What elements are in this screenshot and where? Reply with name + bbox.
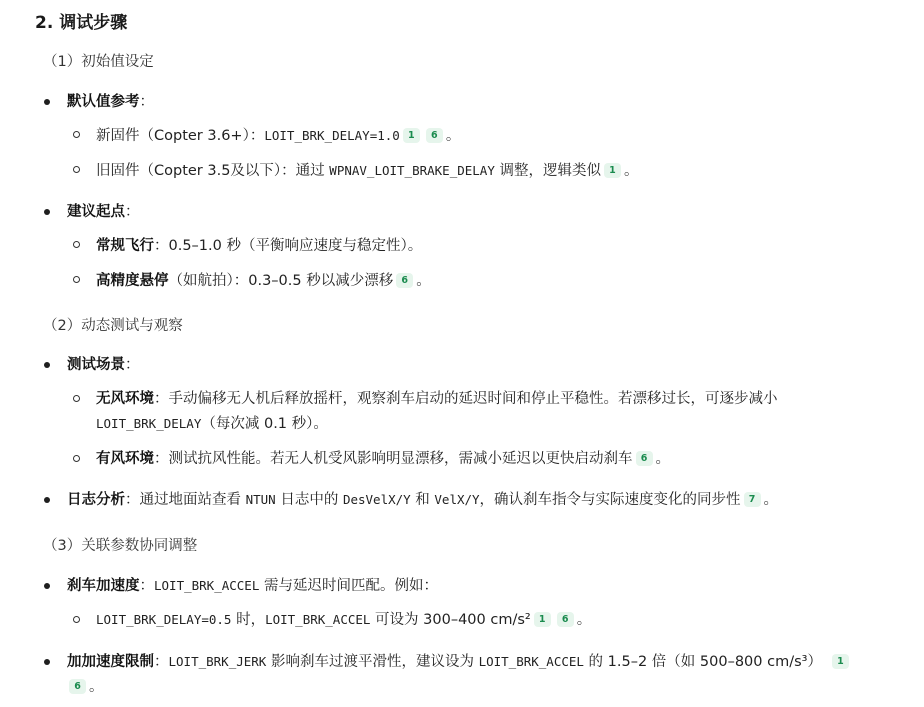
list-item-brake-accel: 刹车加速度：LOIT_BRK_ACCEL 需与延迟时间匹配。例如： [67,578,438,594]
list-item-old-firmware: 旧固件（Copter 3.5及以下）：通过 WPNAV_LOIT_BRAKE_DELAY 调整，逻辑类似 1 。 [96,163,639,179]
list-item-windy: 有风环境：测试抗风性能。若无人机受风影响明显漂移，需减小延迟以更快启动刹车 6 。 [96,451,670,467]
list-item-precise-hover: 高精度悬停（如航拍）：0.3–0.5 秒以减少漂移 6 。 [96,273,431,289]
citation-badge[interactable]: 7 [744,492,761,507]
list-item-accel-example: LOIT_BRK_DELAY=0.5 时，LOIT_BRK_ACCEL 可设为 300–400 cm/s² 1 6 。 [96,612,592,628]
sub-bullet-icon [73,166,80,173]
citation-badge[interactable]: 6 [396,273,413,288]
citation-badge[interactable]: 1 [403,128,420,143]
bullet-icon [44,583,50,589]
bullet-icon [44,99,50,105]
citation-badge[interactable]: 6 [426,128,443,143]
citation-badge[interactable]: 1 [832,654,849,669]
sub-bullet-icon [73,241,80,248]
list-item-jerk: 加加速度限制：LOIT_BRK_JERK 影响刹车过渡平滑性，建议设为 LOIT_BRK_ACCEL 的 1.5–2 倍（如 500–800 cm/s³） 1 [67,649,852,675]
citation-badge[interactable]: 1 [534,612,551,627]
bullet-icon [44,209,50,215]
list-item-normal-flight: 常规飞行：0.5–1.0 秒（平衡响应速度与稳定性）。 [96,238,423,254]
subsection-title-2: （2）动态测试与观察 [43,318,183,334]
citation-badge[interactable]: 1 [604,163,621,178]
bullet-icon [44,362,50,368]
sub-bullet-icon [73,131,80,138]
list-item-log: 日志分析：通过地面站查看 NTUN 日志中的 DesVelX/Y 和 VelX/Y，确认刹车指令与实际速度变化的同步性 7 。 [67,492,779,508]
bullet-icon [44,497,50,503]
subsection-title-1: （1）初始值设定 [43,54,154,70]
subsection-title-3: （3）关联参数协同调整 [43,538,198,554]
list-item-no-wind-cont: LOIT_BRK_DELAY（每次减 0.1 秒）。 [96,416,328,432]
sub-bullet-icon [73,276,80,283]
list-item-no-wind: 无风环境：手动偏移无人机后释放摇杆，观察刹车启动的延迟时间和停止平稳性。若漂移过长，可逐步减小 [96,391,778,407]
citation-badge[interactable]: 6 [636,451,653,466]
citation-badge[interactable]: 6 [69,679,86,694]
sub-bullet-icon [73,455,80,462]
section-heading: 2. 调试步骤 [35,13,128,33]
sub-bullet-icon [73,616,80,623]
list-item-scenario: 测试场景： [67,357,140,373]
list-item-suggest: 建议起点： [67,204,140,220]
list-item-defaults: 默认值参考： [67,94,154,110]
citation-badge[interactable]: 6 [557,612,574,627]
list-item-new-firmware: 新固件（Copter 3.6+）：LOIT_BRK_DELAY=1.0 1 6 。 [96,128,461,144]
bullet-icon [44,659,50,665]
sub-bullet-icon [73,395,80,402]
list-item-jerk-cont: 6 。 [67,674,104,700]
